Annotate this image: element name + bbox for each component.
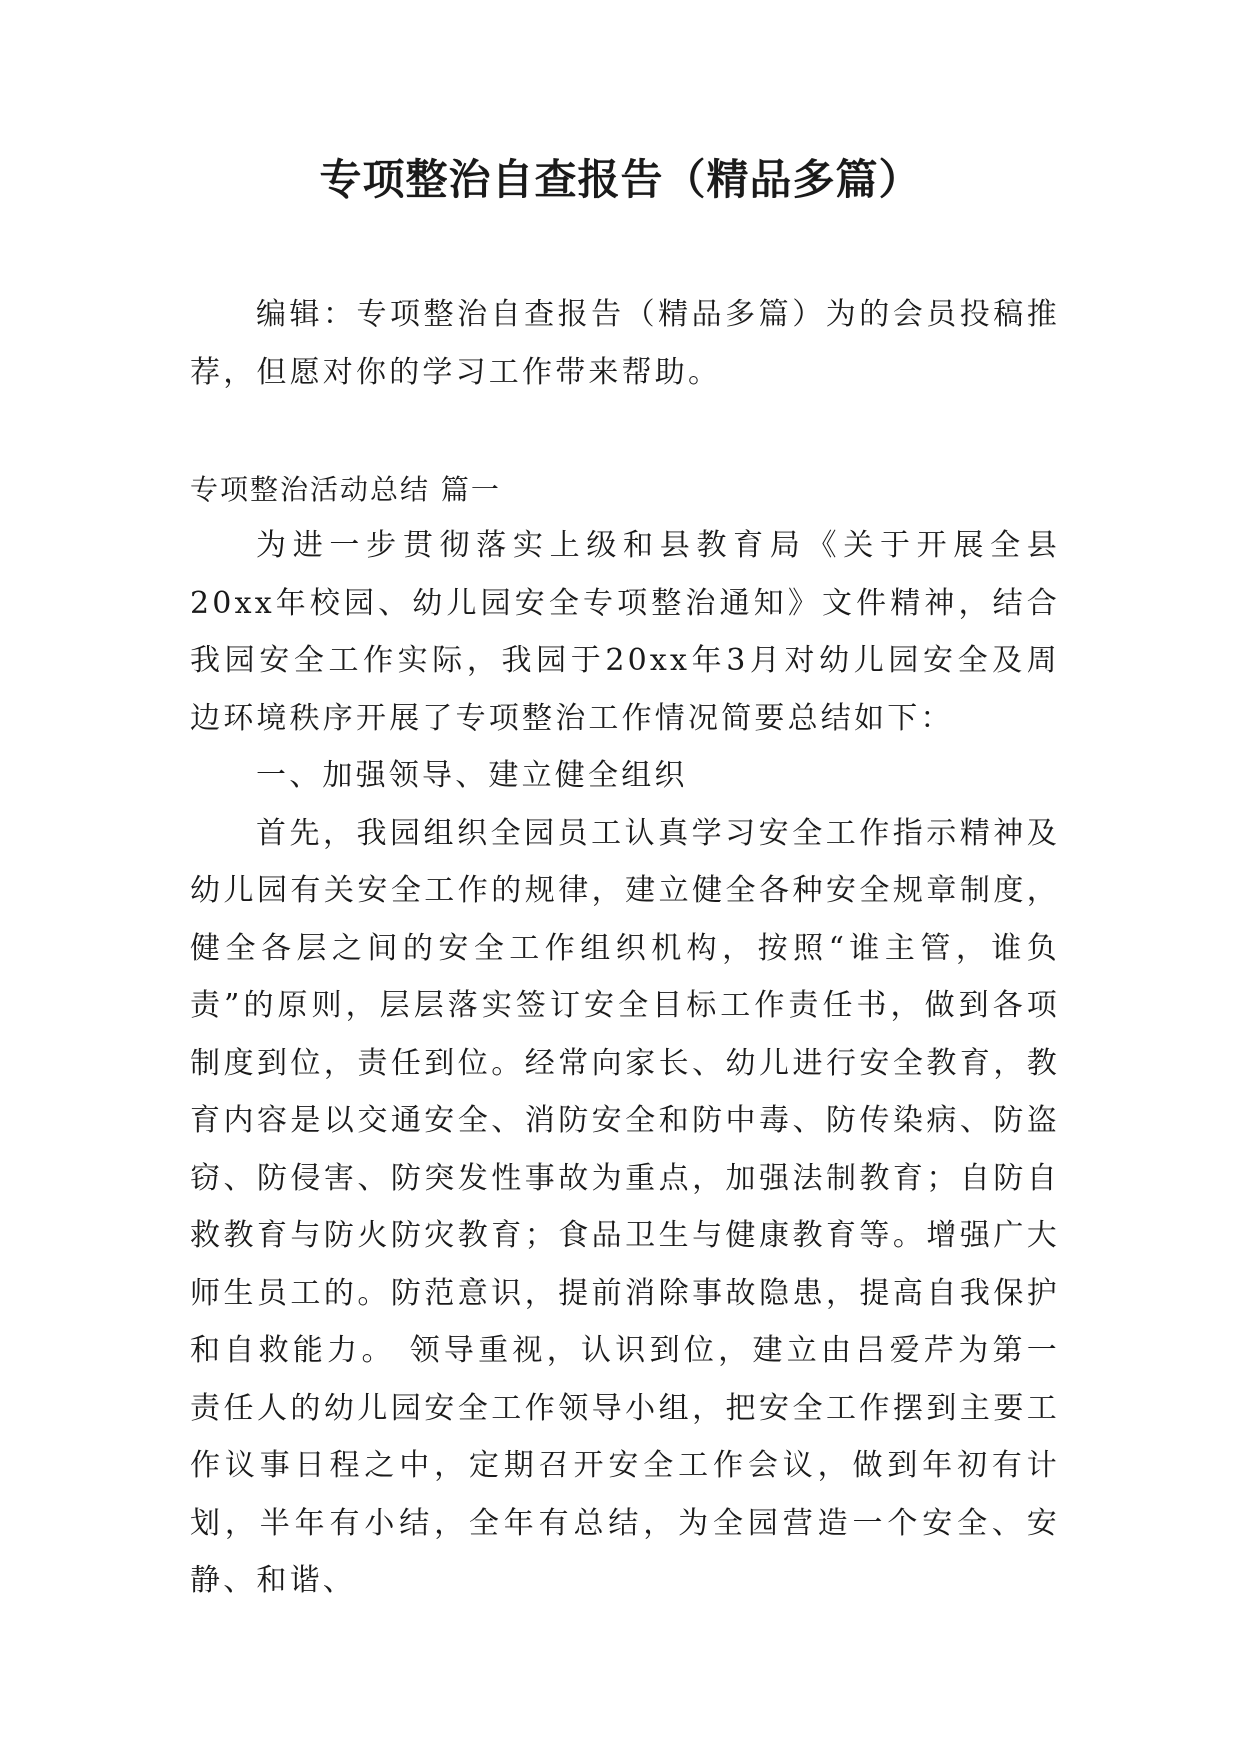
intro-block [190, 286, 1060, 401]
document-title: 专项整治自查报告（精品多篇） [319, 155, 922, 204]
body-paragraph: 为进一步贯彻落实上级和县教育局《关于开展全县20xx年校园、幼儿园安全专项整治通知》文件精神，结合我园安全工作实际，我园于20xx年3月对幼儿园安全及周边环境秩序开展了专项整治工作情况简要总结如下： [190, 528, 1060, 736]
subheading-paragraph: 一、加强领导、建立健全组织 [256, 758, 688, 793]
section-heading: 专项整治活动总结 篇一 [190, 473, 501, 506]
body-paragraph: 首先，我园组织全园员工认真学习安全工作指示精神及幼儿园有关安全工作的规律，建立健全各种安全规章制度，健全各层之间的安全工作组织机构，按照“谁主管，谁负责”的原则，层层落实签订安全目标工作责任书，做到各项制度到位，责任到位。经常向家长、幼儿进行安全教育，教育内容是以交通安全、消防安全和防中毒、防传染病、防盗窃、防侵害、防突发性事故为重点，加强法制教育；自防自救教育与防火防灾教育；食品卫生与健康教育等。增强广大师生员工的。防范意识，提前消除事故隐患，提高自我保护和自救能力。 领导重视，认识到位，建立由吕爱芹为第一责任人的幼儿园安全工作领导小组，把安全工作摆到主要工作议事日程之中，定期召开安全工作会议，做到年初有计划，半年有小结，全年有总结，为全园营造一个安全、安静、和谐、 [190, 815, 1060, 1598]
section-heading-block [190, 461, 1060, 519]
section-body [190, 517, 1060, 1610]
intro-paragraph: 编辑：专项整治自查报告（精品多篇）为的会员投稿推荐，但愿对你的学习工作带来帮助。 [190, 297, 1060, 390]
